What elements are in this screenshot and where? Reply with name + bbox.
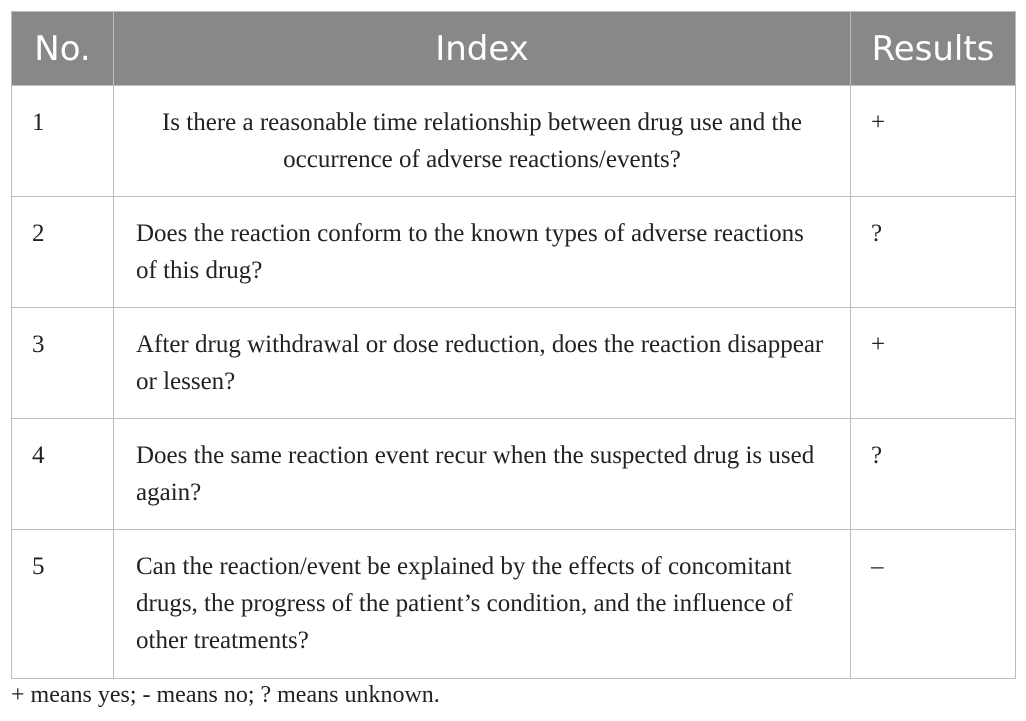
column-header-results: Results (851, 12, 1016, 86)
table-row (12, 86, 1016, 197)
row-result: ? (851, 419, 1016, 530)
row-number: 4 (12, 419, 114, 530)
row-number: 1 (12, 86, 114, 197)
row-index-question: After drug withdrawal or dose reduction, does the reaction disappear or lessen? (114, 308, 851, 419)
table-footnote: + means yes; - means no; ? means unknown. (11, 682, 440, 708)
row-index-question: Does the reaction conform to the known types of adverse reactions of this drug? (114, 197, 851, 308)
row-index-question: Is there a reasonable time relationship between drug use and the occurrence of adverse reactions/events? (114, 86, 851, 197)
row-index-question: Can the reaction/event be explained by the effects of concomitant drugs, the progress of the patient’s condition, and the influence of other treatments? (114, 530, 851, 679)
row-index-question: Does the same reaction event recur when the suspected drug is used again? (114, 419, 851, 530)
table-row (12, 530, 1016, 679)
table-row (12, 308, 1016, 419)
table-row (12, 419, 1016, 530)
row-number: 5 (12, 530, 114, 679)
column-header-no: No. (12, 12, 114, 86)
adverse-reaction-assessment-table (11, 11, 1016, 679)
row-number: 2 (12, 197, 114, 308)
row-result: ? (851, 197, 1016, 308)
row-result: + (851, 308, 1016, 419)
row-number: 3 (12, 308, 114, 419)
table-header-row (12, 12, 1016, 86)
column-header-index: Index (114, 12, 851, 86)
row-result: – (851, 530, 1016, 679)
row-result: + (851, 86, 1016, 197)
table-row (12, 197, 1016, 308)
